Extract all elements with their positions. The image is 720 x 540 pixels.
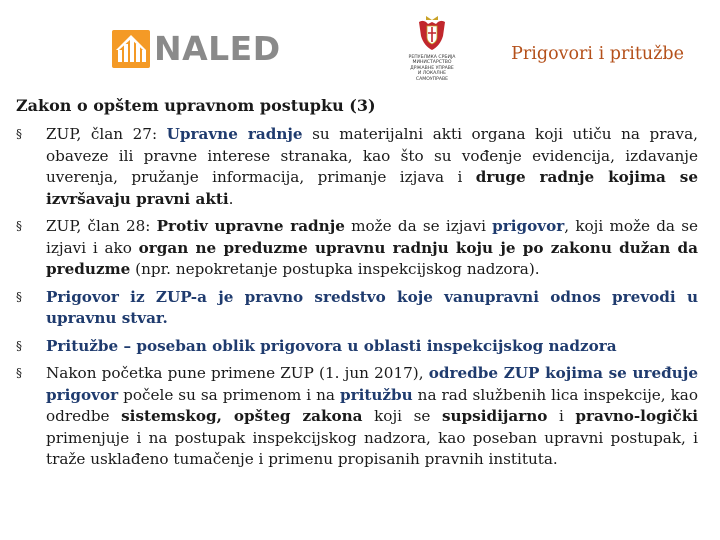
body-text: i <box>547 407 576 425</box>
body-text: (npr. nepokretanje postupka inspekcijskog nadzora). <box>130 260 540 278</box>
naled-logo <box>112 30 281 68</box>
bold-text: sistemskog, opšteg zakona <box>121 407 363 425</box>
bullet-marker-icon: § <box>16 219 22 233</box>
bullet-marker-icon: § <box>16 338 22 353</box>
bold-text: druge radnje kojima se izvršavaju pravni akti <box>46 168 698 208</box>
naled-logo-icon <box>112 30 150 68</box>
bold-text: Protiv upravne radnje <box>156 217 345 235</box>
body-text: Nakon početka pune primene ZUP (1. jun 2017), <box>46 364 429 382</box>
body-text: su materijalni akti organa koji utiču na prava, obaveze ili pravne interese stranaka, kao što su vođenje evidencija, izdavanje uverenja, pružanje informacija, primanje izjava i <box>46 125 698 186</box>
ministry-line: САМОУПРАВЕ <box>415 76 449 82</box>
body-text: na rad službenih lica inspekcije, kao odredbe <box>46 385 698 425</box>
ministry-line: РЕПУБЛИКА СРБИЈА <box>408 55 456 60</box>
emphasis-text: odredbe ZUP kojima se uređuje prigovor <box>46 364 698 404</box>
bold-text: organ ne preduzme upravnu radnju koju je po zakonu dužan da preduzme <box>46 238 698 278</box>
body-text: može da se izjavi <box>344 217 493 235</box>
body-text: počele su sa primenom i na <box>118 385 340 404</box>
bullet-marker-icon: § <box>16 289 22 304</box>
bold-text: supsidijarno <box>441 407 548 425</box>
emphasis-text: Upravne radnje <box>166 125 303 143</box>
bullet-item <box>16 287 698 330</box>
body-text: primenjuje i na postupak inspekcijskog nadzora, kao poseban upravni postupak, i traže usklađeno tumačenje i primenu propisanih pravnih instituta. <box>46 428 698 468</box>
ministry-line: И ЛОКАЛНЕ <box>417 71 447 77</box>
body-text: ZUP, član 27: <box>46 125 167 143</box>
emphasis-text: pritužbu <box>339 385 413 404</box>
bullet-item <box>16 124 698 210</box>
bullet-marker-icon: § <box>16 366 22 380</box>
bold-text: pravno-logički <box>575 407 699 425</box>
ministry-line: МИНИСТАРСТВО <box>412 60 452 66</box>
body-text: . <box>228 189 234 208</box>
section-heading: Zakon o opštem upravnom postupku (3) <box>16 96 376 115</box>
body-text: ZUP, član 28: <box>46 217 157 235</box>
emphasis-text: Prigovor iz ZUP-a je pravno sredstvo koje vanupravni odnos prevodi u upravnu stvar. <box>46 287 698 327</box>
bullet-item <box>16 336 698 358</box>
naled-logo-text: NALED <box>154 29 281 68</box>
ministry-line: ДРЖАВНЕ УПРАВЕ <box>410 65 454 71</box>
ministry-text <box>390 55 474 82</box>
body-text: koji se <box>362 407 442 425</box>
slide-title: Prigovori i pritužbe <box>511 44 684 64</box>
bullet-marker-icon: § <box>16 127 22 141</box>
serbian-coat-of-arms-icon <box>418 14 446 52</box>
bullet-item <box>16 363 698 471</box>
bullet-list <box>16 124 698 477</box>
ministry-logo <box>390 14 474 82</box>
header <box>0 0 720 90</box>
body-text: , koji može da se izjavi i ako <box>46 217 698 257</box>
emphasis-text: prigovor <box>492 217 565 235</box>
emphasis-text: Pritužbe – poseban oblik prigovora u oblasti inspekcijskog nadzora <box>46 336 617 355</box>
bullet-item <box>16 216 698 281</box>
